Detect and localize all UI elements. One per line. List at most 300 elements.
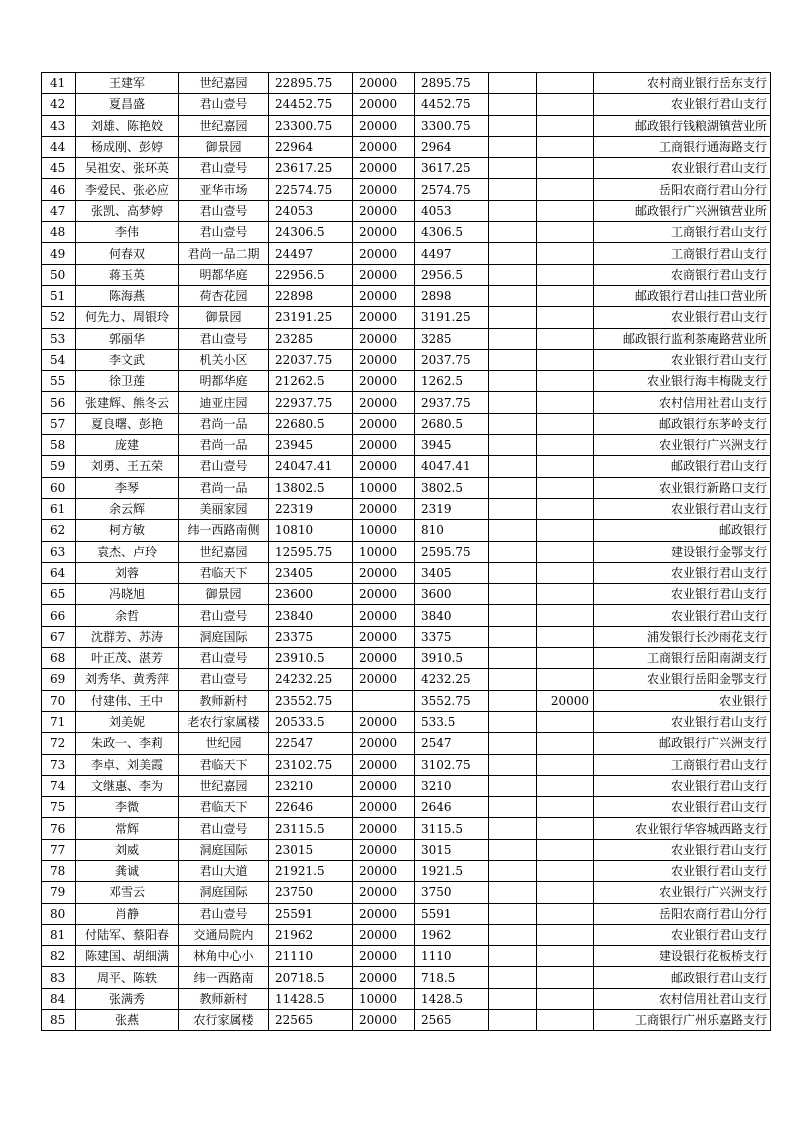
table-cell	[537, 903, 594, 924]
table-row	[42, 882, 771, 903]
table-cell	[489, 946, 537, 967]
table-cell	[537, 1010, 594, 1031]
table-cell: 建设银行金鄂支行	[594, 541, 771, 562]
table-cell: 21110	[269, 946, 353, 967]
table-cell: 1428.5	[415, 988, 489, 1009]
table-cell: 81	[42, 924, 76, 945]
table-row	[42, 775, 771, 796]
table-cell: 20000	[353, 754, 415, 775]
table-cell	[537, 264, 594, 285]
table-cell	[489, 967, 537, 988]
table-cell: 24053	[269, 200, 353, 221]
table-row	[42, 839, 771, 860]
table-cell: 56	[42, 392, 76, 413]
table-cell: 明都华庭	[179, 371, 269, 392]
table-cell: 工商银行通海路支行	[594, 136, 771, 157]
table-cell: 3210	[415, 775, 489, 796]
table-cell: 67	[42, 626, 76, 647]
table-cell: 3102.75	[415, 754, 489, 775]
table-cell: 邮政银行钱粮湖镇营业所	[594, 115, 771, 136]
table-cell: 2574.75	[415, 179, 489, 200]
table-cell: 农村商业银行岳东支行	[594, 73, 771, 94]
table-cell: 荷杏花园	[179, 285, 269, 306]
table-cell: 交通局院内	[179, 924, 269, 945]
table-cell: 农村信用社君山支行	[594, 392, 771, 413]
table-cell: 付建伟、王中	[76, 690, 179, 711]
table-cell	[537, 860, 594, 881]
table-cell	[537, 839, 594, 860]
table-cell: 20000	[353, 115, 415, 136]
table-cell: 20000	[353, 456, 415, 477]
table-cell	[489, 435, 537, 456]
table-cell: 2595.75	[415, 541, 489, 562]
table-cell	[489, 477, 537, 498]
table-cell: 3115.5	[415, 818, 489, 839]
table-row	[42, 371, 771, 392]
table-cell: 4047.41	[415, 456, 489, 477]
table-cell: 农业银行君山支行	[594, 860, 771, 881]
table-cell	[489, 413, 537, 434]
table-cell: 58	[42, 435, 76, 456]
table-cell	[537, 328, 594, 349]
table-cell: 79	[42, 882, 76, 903]
table-cell: 25591	[269, 903, 353, 924]
table-cell: 刘秀华、黄秀萍	[76, 669, 179, 690]
table-row	[42, 243, 771, 264]
table-cell: 20000	[353, 73, 415, 94]
table-row	[42, 498, 771, 519]
table-cell: 57	[42, 413, 76, 434]
table-cell: 533.5	[415, 711, 489, 732]
table-cell: 72	[42, 733, 76, 754]
table-cell: 2895.75	[415, 73, 489, 94]
table-cell: 22319	[269, 498, 353, 519]
table-cell	[489, 797, 537, 818]
table-cell	[537, 371, 594, 392]
table-cell	[489, 349, 537, 370]
table-cell	[537, 882, 594, 903]
table-row	[42, 73, 771, 94]
table-cell	[537, 94, 594, 115]
table-cell: 46	[42, 179, 76, 200]
table-cell: 君临天下	[179, 797, 269, 818]
table-cell: 22964	[269, 136, 353, 157]
table-cell: 52	[42, 307, 76, 328]
table-cell: 41	[42, 73, 76, 94]
table-cell: 20000	[353, 435, 415, 456]
table-cell: 20000	[353, 179, 415, 200]
table-cell: 农业银行君山支行	[594, 924, 771, 945]
table-cell	[537, 285, 594, 306]
table-cell	[489, 775, 537, 796]
table-cell: 23375	[269, 626, 353, 647]
table-cell: 君山壹号	[179, 222, 269, 243]
table-cell: 20000	[537, 690, 594, 711]
table-cell: 洞庭国际	[179, 839, 269, 860]
table-cell: 20000	[353, 1010, 415, 1031]
table-cell: 2937.75	[415, 392, 489, 413]
table-cell	[489, 328, 537, 349]
table-cell: 3300.75	[415, 115, 489, 136]
table-cell: 20000	[353, 349, 415, 370]
table-cell: 76	[42, 818, 76, 839]
table-cell: 余云辉	[76, 498, 179, 519]
table-cell	[537, 562, 594, 583]
table-cell: 邮政银行君山挂口营业所	[594, 285, 771, 306]
table-cell	[489, 754, 537, 775]
table-row	[42, 349, 771, 370]
table-cell: 浦发银行长沙雨花支行	[594, 626, 771, 647]
table-cell: 君山壹号	[179, 648, 269, 669]
table-row	[42, 924, 771, 945]
table-cell: 3910.5	[415, 648, 489, 669]
table-cell: 工商银行君山支行	[594, 754, 771, 775]
table-cell	[537, 605, 594, 626]
table-cell	[489, 94, 537, 115]
table-cell: 22565	[269, 1010, 353, 1031]
table-cell: 君山大道	[179, 860, 269, 881]
table-cell: 邮政银行	[594, 520, 771, 541]
table-cell	[537, 754, 594, 775]
table-cell: 22898	[269, 285, 353, 306]
table-row	[42, 158, 771, 179]
table-row	[42, 413, 771, 434]
table-cell: 农业银行华容城西路支行	[594, 818, 771, 839]
table-cell: 农业银行君山支行	[594, 562, 771, 583]
table-row	[42, 94, 771, 115]
table-cell: 陈海燕	[76, 285, 179, 306]
table-cell	[489, 371, 537, 392]
table-cell: 世纪园	[179, 733, 269, 754]
table-cell: 44	[42, 136, 76, 157]
table-body	[42, 73, 771, 1031]
table-cell: 李文武	[76, 349, 179, 370]
table-cell: 张建辉、熊冬云	[76, 392, 179, 413]
table-cell: 3191.25	[415, 307, 489, 328]
table-cell	[537, 456, 594, 477]
table-cell	[489, 136, 537, 157]
table-cell	[489, 988, 537, 1009]
table-row	[42, 520, 771, 541]
table-cell: 10810	[269, 520, 353, 541]
table-cell	[489, 179, 537, 200]
table-cell: 3405	[415, 562, 489, 583]
table-cell: 47	[42, 200, 76, 221]
table-cell: 君尚一品	[179, 435, 269, 456]
table-cell: 2037.75	[415, 349, 489, 370]
table-cell: 50	[42, 264, 76, 285]
table-cell: 23617.25	[269, 158, 353, 179]
table-cell: 余哲	[76, 605, 179, 626]
table-cell: 3285	[415, 328, 489, 349]
table-cell: 御景园	[179, 136, 269, 157]
table-cell	[537, 222, 594, 243]
table-cell: 64	[42, 562, 76, 583]
table-cell: 李伟	[76, 222, 179, 243]
table-row	[42, 264, 771, 285]
table-cell: 24306.5	[269, 222, 353, 243]
table-cell: 1110	[415, 946, 489, 967]
table-cell: 10000	[353, 520, 415, 541]
table-cell: 君尚一品	[179, 477, 269, 498]
table-cell	[489, 307, 537, 328]
table-cell	[537, 307, 594, 328]
table-cell: 20000	[353, 584, 415, 605]
table-cell: 世纪嘉园	[179, 115, 269, 136]
table-cell: 农业银行广兴洲支行	[594, 882, 771, 903]
table-cell: 世纪嘉园	[179, 541, 269, 562]
table-cell: 纬一西路南	[179, 967, 269, 988]
table-cell: 3552.75	[415, 690, 489, 711]
table-cell: 李微	[76, 797, 179, 818]
table-cell	[489, 264, 537, 285]
table-cell	[537, 775, 594, 796]
table-cell: 1962	[415, 924, 489, 945]
table-cell: 叶正茂、湛芳	[76, 648, 179, 669]
table-row	[42, 903, 771, 924]
table-cell: 20000	[353, 648, 415, 669]
table-cell: 何先力、周银玲	[76, 307, 179, 328]
table-cell: 20000	[353, 711, 415, 732]
table-row	[42, 690, 771, 711]
table-cell: 24452.75	[269, 94, 353, 115]
table-row	[42, 605, 771, 626]
table-cell: 2964	[415, 136, 489, 157]
table-cell: 20000	[353, 243, 415, 264]
table-cell: 22895.75	[269, 73, 353, 94]
table-cell: 49	[42, 243, 76, 264]
table-cell: 工商银行君山支行	[594, 222, 771, 243]
table-cell	[489, 541, 537, 562]
table-cell: 世纪嘉园	[179, 775, 269, 796]
table-cell: 53	[42, 328, 76, 349]
table-row	[42, 669, 771, 690]
table-cell: 20533.5	[269, 711, 353, 732]
table-cell: 刘雄、陈艳姣	[76, 115, 179, 136]
table-cell: 20000	[353, 307, 415, 328]
table-cell	[489, 860, 537, 881]
table-cell: 20000	[353, 413, 415, 434]
table-cell: 42	[42, 94, 76, 115]
table-cell: 刘蓉	[76, 562, 179, 583]
table-cell: 20000	[353, 839, 415, 860]
table-cell: 机关小区	[179, 349, 269, 370]
table-cell: 老农行家属楼	[179, 711, 269, 732]
table-row	[42, 584, 771, 605]
table-row	[42, 754, 771, 775]
table-cell	[537, 179, 594, 200]
table-cell: 王建军	[76, 73, 179, 94]
table-cell: 3750	[415, 882, 489, 903]
table-cell: 肖静	[76, 903, 179, 924]
table-cell	[489, 839, 537, 860]
table-cell: 袁杰、卢玲	[76, 541, 179, 562]
table-cell: 徐卫莲	[76, 371, 179, 392]
table-cell: 22937.75	[269, 392, 353, 413]
table-cell	[489, 243, 537, 264]
table-cell: 美丽家园	[179, 498, 269, 519]
table-cell: 3617.25	[415, 158, 489, 179]
table-cell: 23285	[269, 328, 353, 349]
table-cell: 5591	[415, 903, 489, 924]
table-row	[42, 1010, 771, 1031]
table-cell	[489, 222, 537, 243]
table-cell: 农业银行君山支行	[594, 797, 771, 818]
table-cell: 农业银行君山支行	[594, 158, 771, 179]
table-cell: 70	[42, 690, 76, 711]
table-cell: 龚诚	[76, 860, 179, 881]
table-cell: 22037.75	[269, 349, 353, 370]
table-cell: 22680.5	[269, 413, 353, 434]
table-cell: 4497	[415, 243, 489, 264]
table-cell	[489, 200, 537, 221]
table-row	[42, 392, 771, 413]
table-cell: 20000	[353, 882, 415, 903]
table-cell: 刘勇、王五荣	[76, 456, 179, 477]
table-cell: 77	[42, 839, 76, 860]
table-cell: 23750	[269, 882, 353, 903]
table-cell: 3015	[415, 839, 489, 860]
table-cell: 23600	[269, 584, 353, 605]
table-cell: 4053	[415, 200, 489, 221]
table-cell: 农业银行君山支行	[594, 584, 771, 605]
table-row	[42, 456, 771, 477]
table-cell: 22574.75	[269, 179, 353, 200]
table-cell	[537, 477, 594, 498]
table-cell: 张燕	[76, 1010, 179, 1031]
table-cell: 20000	[353, 924, 415, 945]
table-cell: 常辉	[76, 818, 179, 839]
table-cell: 御景园	[179, 307, 269, 328]
table-cell: 55	[42, 371, 76, 392]
table-row	[42, 541, 771, 562]
subsidy-table	[41, 72, 771, 1031]
table-cell: 李卓、刘美霞	[76, 754, 179, 775]
table-cell: 20000	[353, 797, 415, 818]
table-cell	[489, 1010, 537, 1031]
table-cell	[537, 711, 594, 732]
table-cell: 农业银行君山支行	[594, 839, 771, 860]
table-cell: 20000	[353, 328, 415, 349]
table-cell	[537, 413, 594, 434]
table-cell: 君山壹号	[179, 328, 269, 349]
table-row	[42, 477, 771, 498]
table-cell: 23840	[269, 605, 353, 626]
table-cell: 23405	[269, 562, 353, 583]
table-cell: 邓雪云	[76, 882, 179, 903]
table-cell: 3802.5	[415, 477, 489, 498]
table-row	[42, 307, 771, 328]
table-cell: 3375	[415, 626, 489, 647]
table-cell: 岳阳农商行君山分行	[594, 903, 771, 924]
table-cell: 85	[42, 1010, 76, 1031]
table-cell: 1921.5	[415, 860, 489, 881]
table-cell: 农业银行君山支行	[594, 349, 771, 370]
table-cell	[537, 73, 594, 94]
table-cell: 24232.25	[269, 669, 353, 690]
table-cell	[489, 285, 537, 306]
table-cell: 陈建国、胡细满	[76, 946, 179, 967]
table-cell: 工商银行广州乐嘉路支行	[594, 1010, 771, 1031]
table-cell: 74	[42, 775, 76, 796]
table-row	[42, 285, 771, 306]
table-cell: 工商银行岳阳南湖支行	[594, 648, 771, 669]
table-cell: 20000	[353, 967, 415, 988]
table-cell: 51	[42, 285, 76, 306]
table-cell: 教师新村	[179, 690, 269, 711]
table-cell: 农业银行君山支行	[594, 775, 771, 796]
table-cell	[489, 605, 537, 626]
table-cell: 20000	[353, 562, 415, 583]
table-cell: 2319	[415, 498, 489, 519]
table-cell	[489, 882, 537, 903]
table-cell: 农业银行岳阳金鄂支行	[594, 669, 771, 690]
table-row	[42, 967, 771, 988]
table-row	[42, 328, 771, 349]
table-cell: 文继惠、李为	[76, 775, 179, 796]
table-cell: 10000	[353, 541, 415, 562]
table-cell: 君山壹号	[179, 456, 269, 477]
table-cell: 20000	[353, 94, 415, 115]
table-cell: 12595.75	[269, 541, 353, 562]
table-cell	[537, 648, 594, 669]
table-cell: 10000	[353, 988, 415, 1009]
table-cell	[537, 541, 594, 562]
table-cell: 柯方敏	[76, 520, 179, 541]
table-cell	[537, 924, 594, 945]
table-cell: 农业银行新路口支行	[594, 477, 771, 498]
table-cell: 夏昌盛	[76, 94, 179, 115]
table-cell	[489, 690, 537, 711]
table-cell: 农业银行	[594, 690, 771, 711]
table-cell	[537, 243, 594, 264]
table-cell	[489, 648, 537, 669]
table-cell: 2565	[415, 1010, 489, 1031]
table-cell: 君山壹号	[179, 158, 269, 179]
table-cell: 农业银行君山支行	[594, 605, 771, 626]
table-cell	[537, 435, 594, 456]
table-cell: 62	[42, 520, 76, 541]
table-cell	[489, 115, 537, 136]
table-cell: 59	[42, 456, 76, 477]
table-cell: 岳阳农商行君山分行	[594, 179, 771, 200]
table-cell: 工商银行君山支行	[594, 243, 771, 264]
table-cell: 农业银行君山支行	[594, 94, 771, 115]
table-cell	[489, 924, 537, 945]
table-cell	[537, 733, 594, 754]
table-cell: 68	[42, 648, 76, 669]
table-cell	[537, 797, 594, 818]
table-cell: 2680.5	[415, 413, 489, 434]
table-cell	[489, 626, 537, 647]
table-cell: 4452.75	[415, 94, 489, 115]
table-cell: 朱政一、李莉	[76, 733, 179, 754]
table-cell	[489, 711, 537, 732]
table-cell	[537, 988, 594, 1009]
table-cell: 邮政银行广兴洲镇营业所	[594, 200, 771, 221]
table-cell: 君山壹号	[179, 605, 269, 626]
table-cell	[489, 73, 537, 94]
table-cell: 4306.5	[415, 222, 489, 243]
table-cell: 75	[42, 797, 76, 818]
table-cell: 3840	[415, 605, 489, 626]
table-cell: 84	[42, 988, 76, 1009]
table-cell: 61	[42, 498, 76, 519]
table-cell: 张满秀	[76, 988, 179, 1009]
table-cell	[537, 200, 594, 221]
table-cell: 20718.5	[269, 967, 353, 988]
table-cell: 张凯、高梦婷	[76, 200, 179, 221]
